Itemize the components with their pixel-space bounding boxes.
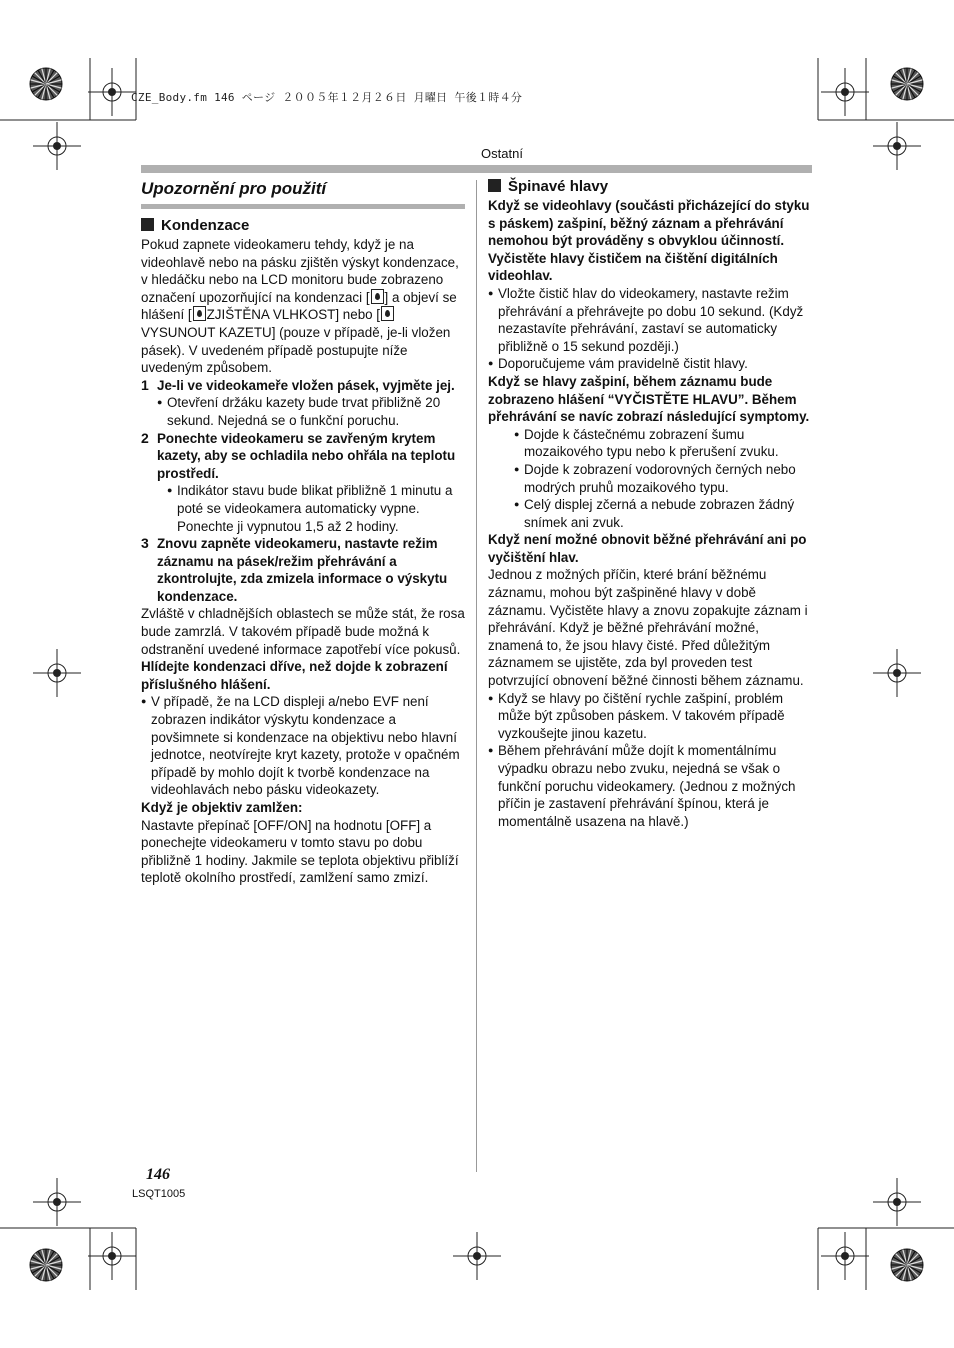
cold-paragraph: Zvláště v chladnějších oblastech se může stát, že rosa bude zamrzlá. V takovém případě bude možná k odstranění uvedené informace zapotřebí více pokusů.	[141, 606, 465, 657]
step-1: 1 Je-li ve videokameře vložen pásek, vyjměte jej.	[141, 376, 455, 393]
dirty-message-bold: Když se hlavy zašpiní, během záznamu bude zobrazeno hlášení “VYČISTĚTE HLAVU”. Během přehrávání se navíc zobrazí následující symptomy.	[488, 373, 810, 425]
document-code: LSQT1005	[132, 1188, 186, 1200]
restore-paragraph: Jednou z možných příčin, které brání běžnému záznamu, mohou být zašpiněné hlavy v době záznamu. Vyčistěte hlavy a znovu zopakujte záznam i přehrávání. Když je běžné přehrávání možné, znamená to, že jsou hlavy čisté. Před důležitým záznamem se ujistěte, zda byl proveden test potvrzující obnovení běžné činnosti během záznamu.	[488, 567, 808, 689]
registration-target-icon	[468, 1247, 486, 1265]
dropout-bullet: ● Během přehrávání může dojít k momentálnímu výpadku obrazu nebo zvuku, nejedná se však o funkční poruchu videokamery. (Jednou z možných příčin je zastavení přehrávání špínou, která je momentálně usazena na hlavě.)	[488, 742, 814, 830]
lens-paragraph: Nastavte přepínač [OFF/ON] na hodnotu [OFF] a ponechejte videokameru v tomto stavu po dobu přibližně 1 hodiny. Jakmile se teplota objektivu přiblíží teplotě okolního prostředí, zamlžení samo zmizí.	[141, 817, 459, 886]
kondenzace-heading: Kondenzace	[141, 217, 465, 235]
registration-target-icon	[888, 1193, 906, 1211]
condensation-icon	[193, 306, 206, 321]
recommend-bullet: ● Doporučujeme vám pravidelně čistit hlavy.	[488, 355, 814, 373]
color-wheel-icon	[30, 68, 62, 100]
symptom-item: ● Dojde k částečnému zobrazení šumu mozaikového typu nebo k přerušení zvuku.	[514, 426, 814, 461]
step-1-note: ● Otevření držáku kazety bude trvat přibližně 20 sekund. Nejedná se o funkční poruchu.	[157, 394, 465, 429]
right-column	[488, 178, 814, 830]
registration-target-icon	[103, 1247, 121, 1265]
kondenzace-intro: Pokud zapnete videokameru tehdy, když je na videohlavě nebo na pásku zjištěn výskyt kondenzace, v hledáčku nebo na LCD monitoru bude zobrazeno označení upozorňující na kondenzaci [ ] a objeví se hlášení [ ZJIŠTĚNA VLHKOST] nebo [VYSUNOUT KAZETU] (pouze v případě, je-li vložen pásek). V uvedeném případě postupujte níže uvedeným způsobem.	[141, 237, 459, 376]
registration-target-icon	[888, 664, 906, 682]
registration-target-icon	[48, 664, 66, 682]
color-wheel-icon	[30, 1249, 62, 1281]
square-bullet-icon	[141, 218, 154, 231]
square-bullet-icon	[488, 179, 501, 192]
detect-bold: Hlídejte kondenzaci dříve, než dojde k zobrazení příslušného hlášení.	[141, 659, 448, 692]
step-2: 2 Ponechte videokameru se zavřeným krytem kazety, aby se ochladila nebo ohřála na teplotu prostředí.	[141, 429, 456, 481]
registration-target-icon	[836, 1247, 854, 1265]
color-wheel-icon	[891, 68, 923, 100]
page-number: 146	[146, 1166, 170, 1183]
cleaner-bullet: ● Vložte čistič hlav do videokamery, nastavte režim přehrávání a přehrávejte po dobu 10 sekund. (Když nezastavíte přehrávání, zastaví se automaticky přibližně o 15 sekund později.)	[488, 285, 814, 355]
step-3: 3 Znovu zapněte videokameru, nastavte režim záznamu na pásek/režim přehrávání a zkontrolujte, zda zmizela informace o výskytu kondenzace.	[141, 535, 448, 604]
condensation-icon	[371, 289, 384, 304]
lens-bold: Když je objektiv zamlžen:	[141, 800, 303, 815]
section-label: Ostatní	[481, 146, 523, 161]
condensation-icon	[381, 306, 394, 321]
dirty-heads-heading: Špinavé hlavy	[488, 178, 814, 196]
tape-bullet: ● Když se hlavy po čištění rychle zašpiní, problém může být způsoben páskem. V takovém případě vyzkoušejte jinou kazetu.	[488, 690, 814, 743]
registration-target-icon	[48, 1193, 66, 1211]
left-column	[141, 178, 465, 887]
color-wheel-icon	[891, 1249, 923, 1281]
lcd-bullet: ● V případě, že na LCD displeji a/nebo EVF není zobrazen indikátor výskytu kondenzace a povšimnete si kondenzace na objektivu nebo hlavní jednotce, neotvírejte kryt kazety, protože v opačném případě by mohlo dojít k tvorbě kondenzace na videohlavách nebo pásku videokazety.	[141, 693, 465, 799]
restore-bold: Když není možné obnovit běžné přehrávání ani po vyčištění hlav.	[488, 532, 807, 565]
header-rule	[141, 165, 812, 173]
page-title: Upozornění pro použití	[141, 178, 465, 209]
registration-target-icon	[836, 83, 854, 101]
symptom-item: ● Celý displej zčerná a nebude zobrazen žádný snímek ani zvuk.	[514, 496, 814, 531]
file-header: CZE_Body.fm 146 ページ ２００５年１２月２６日 月曜日 午後１時４分	[131, 91, 523, 104]
registration-target-icon	[103, 83, 121, 101]
dirty-intro: Když se videohlavy (součásti přicházející do styku s páskem) zašpiní, běžný záznam a přehrávání nemohou být prováděny s obvyklou účinností. Vyčistěte hlavy čističem na čištění digitálních videohlav.	[488, 198, 810, 284]
symptom-item: ● Dojde k zobrazení vodorovných černých nebo modrých pruhů mozaikového typu.	[514, 461, 814, 496]
column-divider	[476, 180, 477, 1172]
step-2-note: ● Indikátor stavu bude blikat přibližně 1 minutu a poté se videokamera automaticky vypne. Ponechte ji vypnutou 1,5 až 2 hodiny.	[167, 482, 465, 535]
